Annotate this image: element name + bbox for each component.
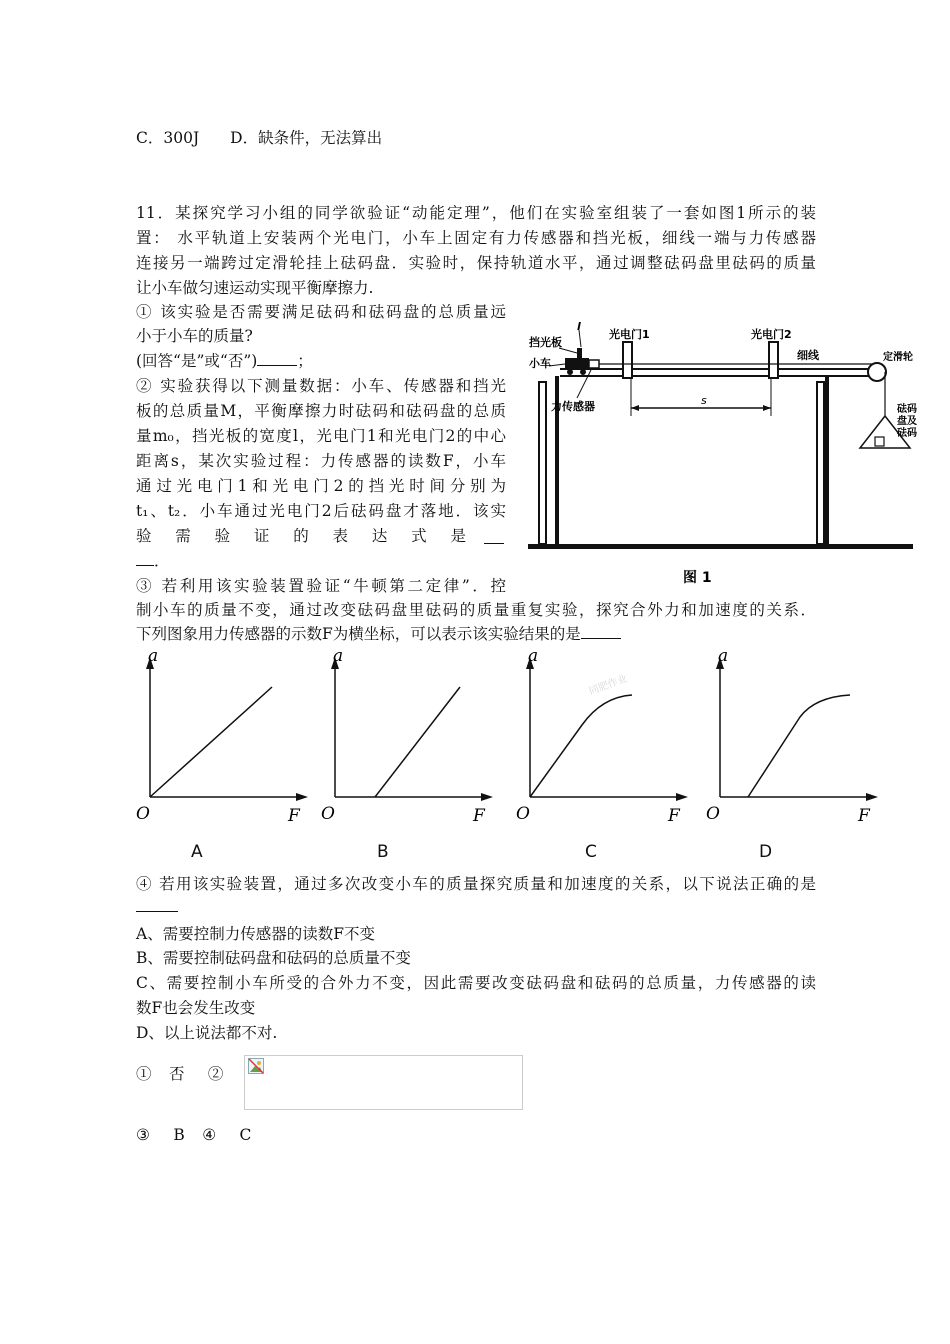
answers-line-1: ① 否 ②: [136, 1065, 225, 1083]
answer-blank[interactable]: [484, 529, 504, 544]
x-arrow: [296, 793, 308, 801]
x-arrow: [866, 793, 878, 801]
graph-a: [130, 645, 310, 825]
label-gate2: 光电门2: [751, 328, 792, 341]
axis-y-label: a: [718, 646, 729, 666]
axis-x-label: F: [858, 806, 870, 825]
option-d: D、以上说法都不对.: [136, 1024, 278, 1042]
answer-blank[interactable]: [257, 351, 297, 366]
part1-line: 小于小车的质量?: [136, 327, 253, 345]
table-leg: [539, 382, 546, 544]
label-weights: 盘及: [897, 416, 917, 427]
part2-line: ② 实验获得以下测量数据：小车、传感器和挡光: [136, 377, 506, 395]
answer-blank[interactable]: [136, 551, 154, 566]
option-c: C、需要控制小车所受的合外力不变，因此需要改变砝码盘和砝码的总质量，力传感器的读: [136, 974, 816, 992]
origin-label: O: [321, 804, 335, 824]
watermark: 同肥作业: [587, 673, 630, 698]
table-leg: [817, 382, 824, 544]
part3-line: 制小车的质量不变，通过改变砝码盘里砝码的质量重复实验，探究合外力和加速度的关系．: [136, 601, 816, 619]
axis-y-label: a: [333, 646, 344, 666]
broken-image-icon: [248, 1058, 264, 1074]
graph-b: [315, 645, 495, 825]
label-pulley: 定滑轮: [883, 352, 913, 363]
origin-label: O: [136, 804, 150, 824]
part3-line: [136, 622, 621, 646]
answer-image-placeholder: [244, 1055, 523, 1110]
label-weights: 砝码: [897, 428, 917, 439]
label-weights: 砝码: [897, 404, 917, 415]
light-gate-2: [769, 342, 778, 378]
label-light-plate: 挡光板: [529, 336, 562, 349]
part2-line: 板的总质量M，平衡摩擦力时砝码和砝码盘的总质: [136, 402, 506, 420]
x-arrow: [676, 793, 688, 801]
pulley: [868, 363, 886, 381]
graph-curve: [530, 695, 632, 797]
axis-y-label: a: [528, 646, 539, 666]
part1-line: ① 该实验是否需要满足砝码和砝码盘的总质量远: [136, 303, 506, 321]
light-plate: [577, 348, 582, 358]
graph-label-c: C: [585, 842, 597, 862]
answers-line-2: ③ B ④ C: [136, 1126, 253, 1144]
part2-line: t₁、t₂．小车通过光电门2后砝码盘才落地．该实: [136, 502, 506, 520]
label-thread: 细线: [797, 349, 819, 362]
option-a: A、需要控制力传感器的读数F不变: [136, 925, 375, 943]
q11-intro-line: 11．某探究学习小组的同学欲验证“动能定理”，他们在实验室组装了一套如图1所示的装: [136, 204, 816, 222]
q11-intro-line: 让小车做匀速运动实现平衡摩擦力.: [136, 279, 374, 297]
figure-1-apparatus: [525, 320, 935, 592]
option-c-cont: 数F也会发生改变: [136, 999, 256, 1017]
q11-intro-line: 连接另一端跨过定滑轮挂上砝码盘．实验时，保持轨道水平，通过调整砝码盘里砝码的质量: [136, 254, 816, 272]
graph-label-d: D: [759, 842, 773, 862]
part2-line: 量m₀，挡光板的宽度l，光电门1和光电门2的中心: [136, 427, 506, 445]
label-s: s: [701, 394, 707, 407]
cart-wheel: [567, 369, 573, 375]
answer-blank[interactable]: [136, 897, 178, 912]
arrow-left: [631, 405, 639, 411]
axis-y-label: a: [148, 646, 159, 666]
origin-label: O: [516, 804, 530, 824]
graph-label-b: B: [377, 842, 389, 862]
graph-d: [700, 645, 880, 825]
arrow-right: [763, 405, 771, 411]
part2-line: 验 需 验 证 的 表 达 式 是: [136, 527, 466, 545]
part1-suffix: ；: [297, 352, 313, 370]
part2-end: [136, 549, 170, 573]
axis-x-label: F: [288, 806, 300, 825]
part3-text: 下列图象用力传感器的示数F为横坐标，可以表示该实验结果的是: [136, 625, 581, 643]
prev-question-options: C．300J D．缺条件，无法算出: [136, 129, 383, 147]
part3-line: ③ 若利用该实验装置验证“牛顿第二定律”．控: [136, 577, 506, 595]
label-l: l: [577, 320, 581, 333]
x-arrow: [481, 793, 493, 801]
graph-label-a: A: [191, 842, 203, 862]
part4-question: ④ 若用该实验装置，通过多次改变小车的质量探究质量和加速度的关系，以下说法正确的是: [136, 875, 816, 893]
cart-wheel: [580, 369, 586, 375]
graph-c: [510, 645, 690, 825]
axis-x-label: F: [668, 806, 680, 825]
graph-curve: [748, 695, 850, 797]
label-sensor: 力传感器: [551, 400, 595, 413]
label-gate1: 光电门1: [609, 328, 650, 341]
cart-body: [565, 358, 589, 370]
option-b: B、需要控制砝码盘和砝码的总质量不变: [136, 949, 411, 967]
graph-line: [375, 687, 460, 797]
light-gate-1: [623, 342, 632, 378]
graph-line: [150, 687, 272, 797]
answer-blank[interactable]: [581, 624, 621, 639]
label-cart: 小车: [529, 357, 551, 370]
origin-label: O: [706, 804, 720, 824]
part2-line: 通过光电门1和光电门2的挡光时间分别为: [136, 477, 506, 495]
axis-x-label: F: [473, 806, 485, 825]
q11-intro-line: 置： 水平轨道上安装两个光电门，小车上固定有力传感器和挡光板，细线一端与力传感器: [136, 229, 816, 247]
force-sensor: [589, 360, 599, 368]
part1-answer-prompt: [136, 349, 313, 373]
part1-prompt-text: (回答“是”或“否”): [136, 352, 258, 370]
table-leg: [825, 376, 829, 544]
figure-caption: 图 1: [683, 570, 712, 586]
floor: [528, 544, 913, 549]
part2-line: 距离s，某次实验过程：力传感器的读数F，小车: [136, 452, 506, 470]
part2-end-mark: ．: [154, 552, 170, 570]
